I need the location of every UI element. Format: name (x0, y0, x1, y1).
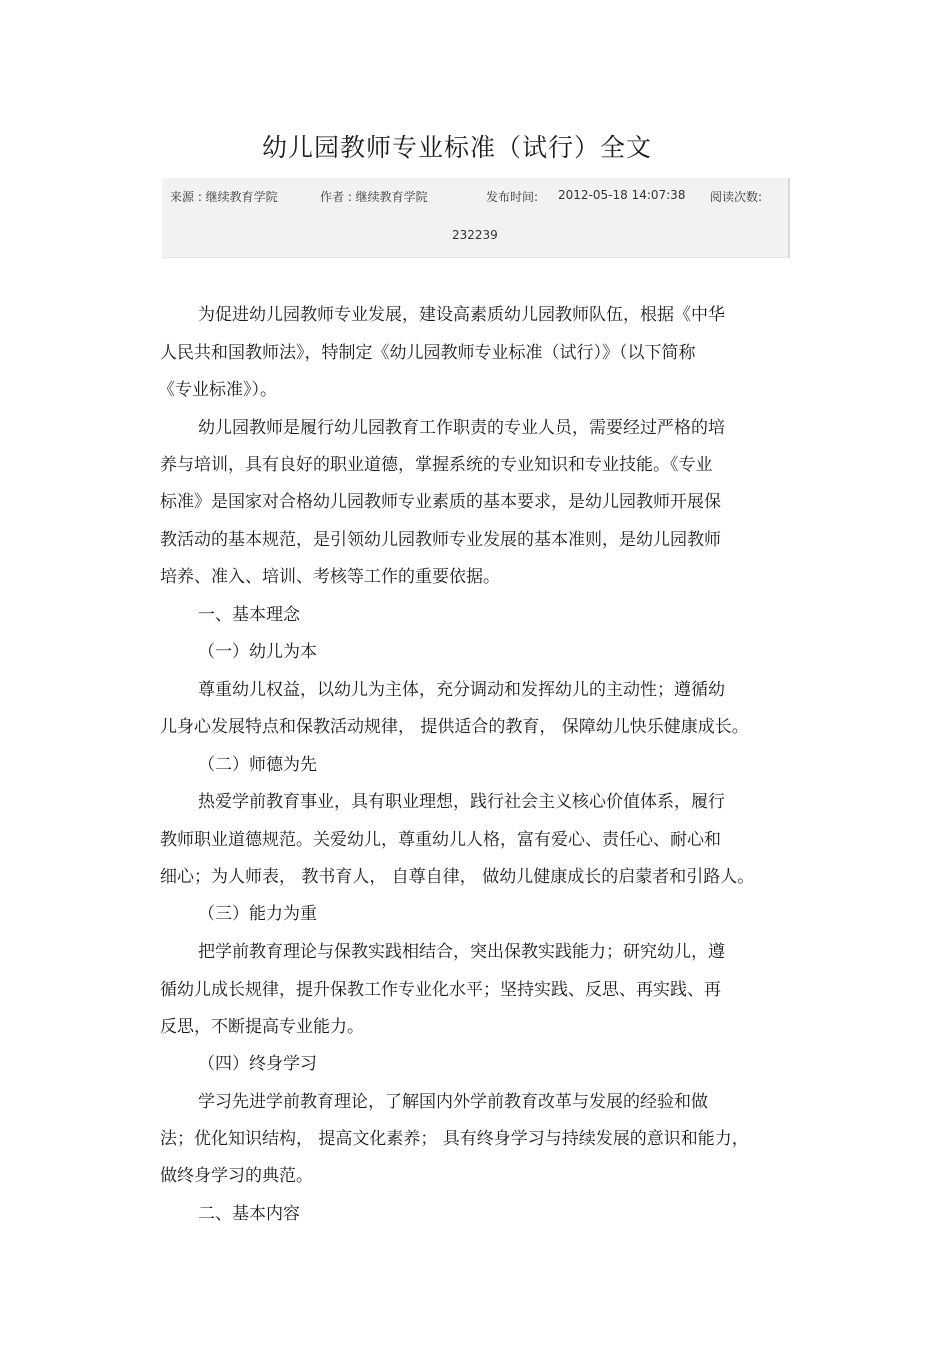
body-line: 学习先进学前教育理论，了解国内外学前教育改革与发展的经验和做 (198, 1092, 708, 1112)
section-heading: 二、基本内容 (198, 1204, 300, 1224)
meta-reads-value: 232239 (452, 228, 498, 242)
subsection-heading: （四）终身学习 (198, 1054, 317, 1074)
body-line: 养与培训，具有良好的职业道德，掌握系统的专业知识和专业技能。《专业 (160, 455, 713, 475)
body-line: 法；优化知识结构， 提高文化素养； 具有终身学习与持续发展的意识和能力， (160, 1129, 749, 1149)
subsection-heading: （一）幼儿为本 (198, 642, 317, 662)
article-meta-box (162, 178, 790, 258)
body-line: 做终身学习的典范。 (160, 1166, 313, 1186)
body-line: 儿身心发展特点和保教活动规律， 提供适合的教育， 保障幼儿快乐健康成长。 (160, 717, 749, 737)
body-line: 教活动的基本规范，是引领幼儿园教师专业发展的基本准则，是幼儿园教师 (160, 530, 721, 550)
body-line: 幼儿园教师是履行幼儿园教育工作职责的专业人员，需要经过严格的培 (198, 418, 725, 438)
meta-author: 作者 : 继续教育学院 (320, 190, 428, 204)
body-line: 《专业标准》）。 (158, 380, 277, 400)
body-line: 循幼儿成长规律，提升保教工作专业化水平；坚持实践、反思、再实践、再 (160, 980, 721, 1000)
body-line: 教师职业道德规范。关爱幼儿，尊重幼儿人格，富有爱心、责任心、耐心和 (160, 830, 721, 850)
body-line: 人民共和国教师法》，特制定《幼儿园教师专业标准（试行）》（以下简称 (160, 343, 696, 363)
body-line: 把学前教育理论与保教实践相结合，突出保教实践能力；研究幼儿，遵 (198, 942, 725, 962)
meta-reads-label: 阅读次数: (710, 190, 763, 204)
body-line: 尊重幼儿权益，以幼儿为主体，充分调动和发挥幼儿的主动性；遵循幼 (198, 680, 725, 700)
body-line: 标准》是国家对合格幼儿园教师专业素质的基本要求，是幼儿园教师开展保 (160, 492, 721, 512)
body-line: 反思，不断提高专业能力。 (160, 1017, 364, 1037)
body-line: 为促进幼儿园教师专业发展，建设高素质幼儿园教师队伍，根据《中华 (198, 305, 725, 325)
subsection-heading: （二）师德为先 (198, 755, 317, 775)
body-line: 培养、准入、培训、考核等工作的重要依据。 (160, 567, 500, 587)
document-title: 幼儿园教师专业标准（试行）全文 (262, 133, 653, 162)
subsection-heading: （三）能力为重 (198, 904, 317, 924)
meta-published-label: 发布时间: (486, 190, 539, 204)
meta-source: 来源 : 继续教育学院 (170, 190, 278, 204)
body-line: 细心；为人师表， 教书育人， 自尊自律， 做幼儿健康成长的启蒙者和引路人。 (160, 867, 755, 887)
body-line: 热爱学前教育事业，具有职业理想，践行社会主义核心价值体系，履行 (198, 792, 725, 812)
section-heading: 一、基本理念 (198, 605, 300, 625)
meta-published-value: 2012-05-18 14:07:38 (558, 188, 686, 202)
